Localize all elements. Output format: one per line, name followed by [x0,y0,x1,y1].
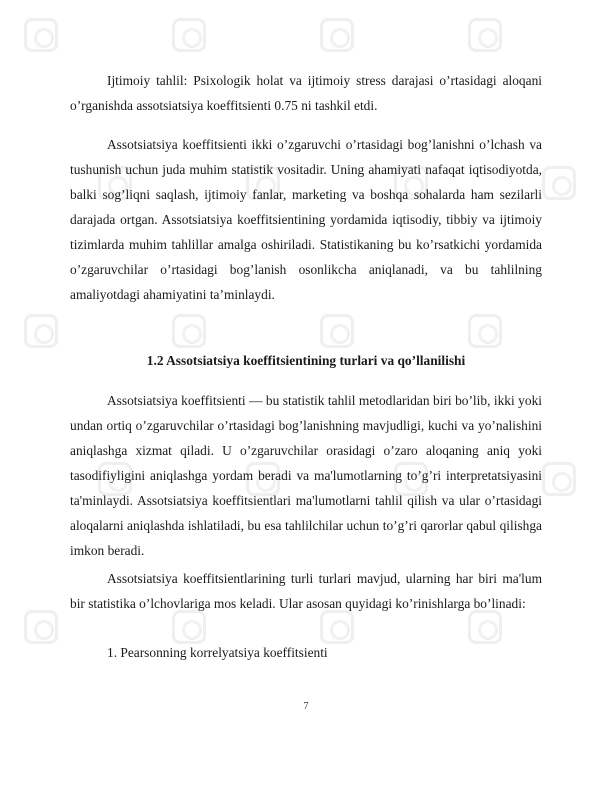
watermark-logo-icon [24,314,58,348]
paragraph-social-analysis: Ijtimoiy tahlil: Psixologik holat va ijtimoiy stress darajasi o’rtasidagi aloqani o’rganishda assotsiatsiya koeffitsienti 0.75 ni tashkil etdi. [70,73,542,113]
watermark-logo-icon [172,314,206,348]
section-heading: 1.2 Assotsiatsiya koeffitsientining turlari va qo’llanilishi [146,353,466,368]
paragraph-coefficient-importance: Assotsiatsiya koeffitsienti ikki o’zgaruvchi o’rtasidagi bog’lanishni o’lchash va tushunish uchun juda muhim statistik vositadir. Uning ahamiyati nafaqat iqtisodiyotda, balki sog’liqni saqlash, ijtimoiy fanlar, marketing va boshqa sohalarda ham sezilarli darajada ortgan. Assotsiatsiya koeffitsientining yordamida iqtisodiy, tibbiy va ijtimoiy tizimlarda muhim tahlillar amalga oshiriladi. Statistikaning bu ko’rsatkichi yordamida o’zgaruvchilar o’rtasidagi bog’lanish osonlikcha aniqlanadi, va bu tahlilning amaliyotdagi ahamiyatini ta’minlaydi. [70,137,542,302]
watermark-logo-icon [542,166,576,200]
page-number: 7 [303,701,309,712]
watermark-logo-icon [24,610,58,644]
watermark-logo-icon [468,314,502,348]
watermark-logo-icon [172,18,206,52]
paragraph-coefficient-definition: Assotsiatsiya koeffitsienti — bu statistik tahlil metodlaridan biri bo’lib, ikki yoki undan ortiq o’zgaruvchilar o’rtasidagi bog’lanishning mavjudligi, kuchi va yo’nalishini aniqlashga xizmat qiladi. U o’zgaruvchilar orasidagi o’zaro aloqaning aniq yoki tasodifiyligini aniqlashga yordam beradi va ma'lumotlarning to’g’ri interpretatsiyasini ta'minlaydi. Assotsiatsiya koeffitsientlari ma'lumotlarni tahlil qilish va ular o’rtasidagi aloqalarni aniqlashda ishlatiladi, bu esa tahlilchilar uchun to’g’ri qarorlar qabul qilishga imkon beradi. [70,393,542,558]
watermark-logo-icon [24,18,58,52]
list-item-pearson: 1. Pearsonning korrelyatsiya koeffitsienti [107,645,328,660]
watermark-logo-icon [542,462,576,496]
watermark-logo-icon [468,18,502,52]
watermark-logo-icon [320,18,354,52]
watermark-logo-icon [320,314,354,348]
paragraph-coefficient-types: Assotsiatsiya koeffitsientlarining turli turlari mavjud, ularning har biri ma'lum bir statistika o’lchovlariga mos keladi. Ular asosan quyidagi ko’rinishlarga bo’linadi: [70,571,542,611]
